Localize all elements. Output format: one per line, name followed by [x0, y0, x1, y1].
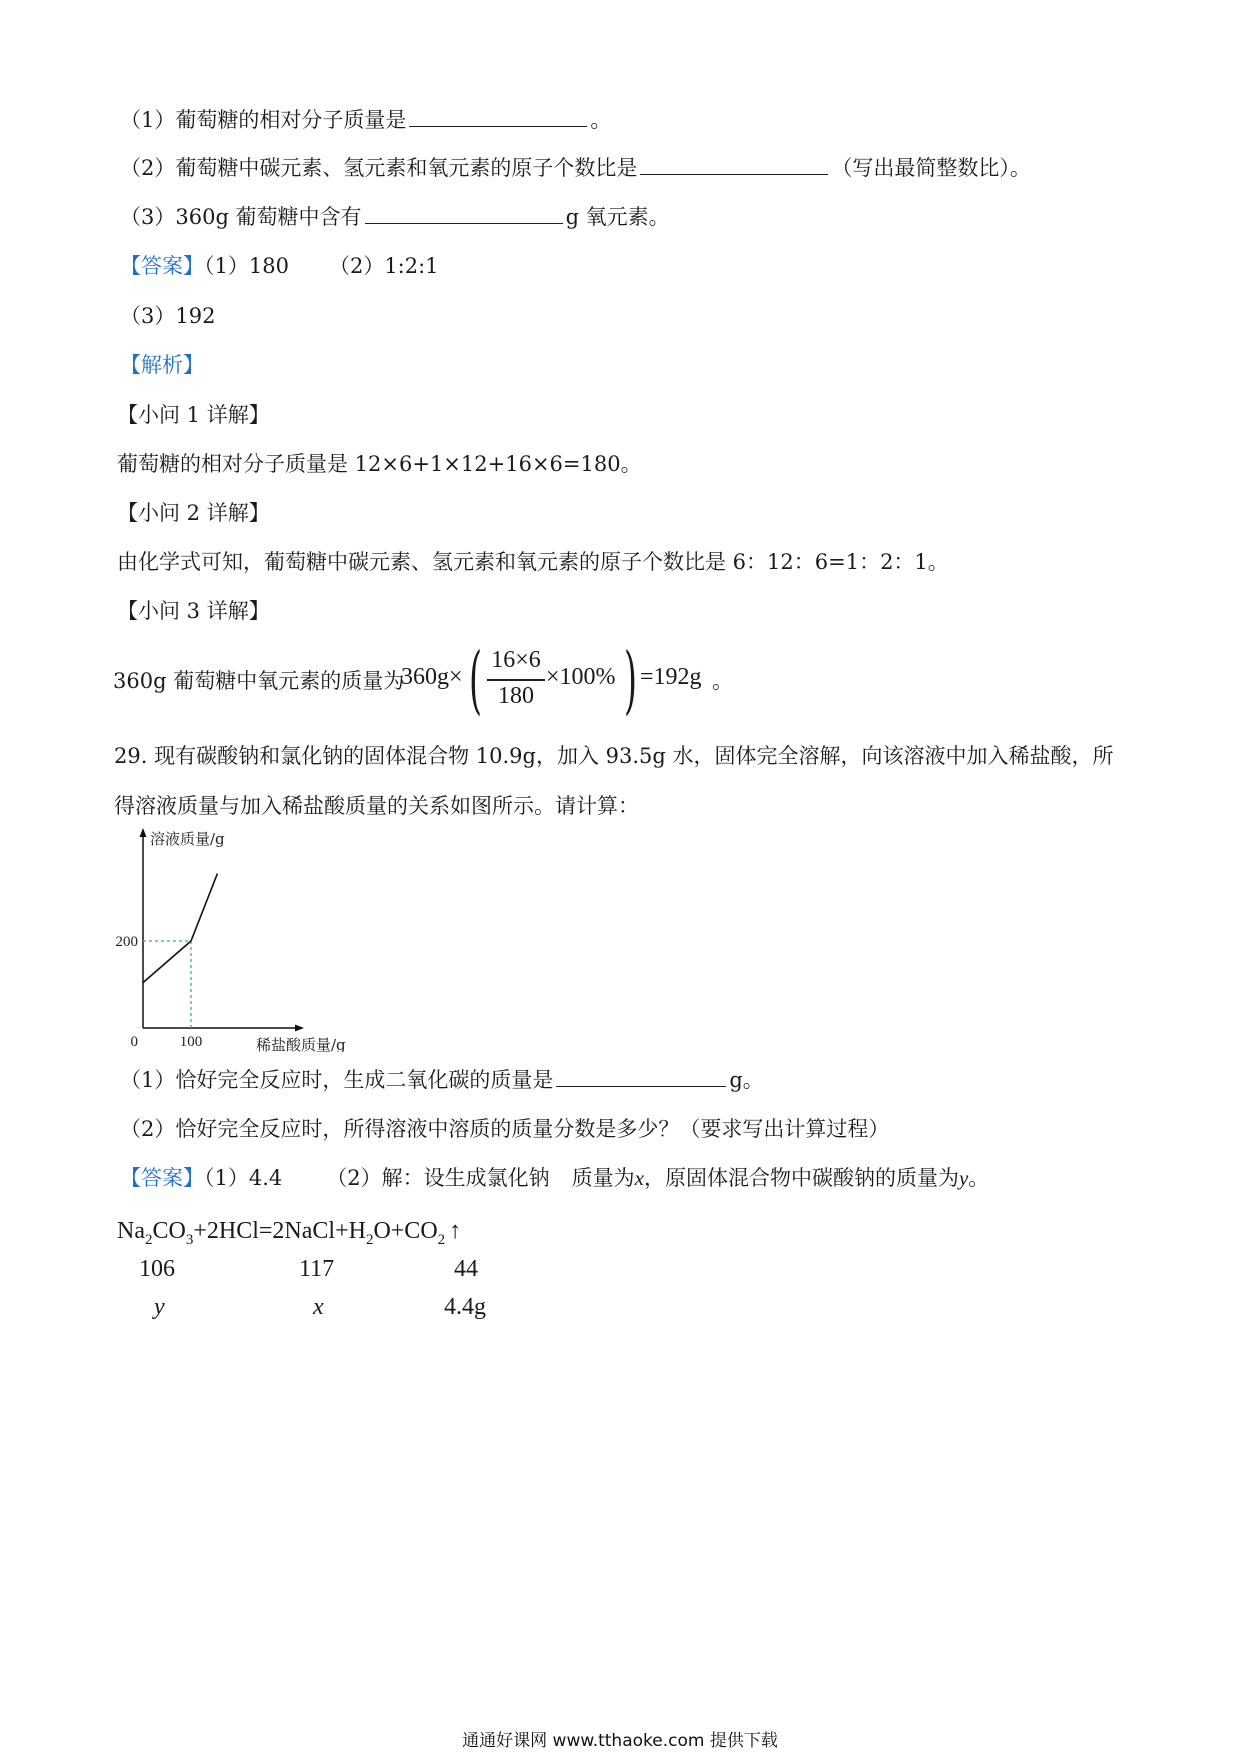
detail-2-text: 由化学式可知，葡萄糖中碳元素、氢元素和氧元素的原子个数比是 6：12：6=1：2：1。: [117, 550, 949, 574]
fraction-bar: [487, 679, 545, 681]
var-x: x: [634, 1166, 644, 1190]
answer-2-mid2: ，原固体混合物中碳酸钠的质量为: [643, 1166, 959, 1190]
detail-2-heading: 【小问 2 详解】: [117, 501, 270, 525]
q29-stem-line1: 29. 现有碳酸钠和氯化钠的固体混合物 10.9g，加入 93.5g 水，固体完全溶解，向该溶液中加入稀盐酸，所: [114, 744, 1114, 768]
q28-answer: [120, 252, 439, 280]
series-segment: [191, 874, 217, 941]
solution-mass-chart: [108, 826, 370, 1052]
eq-sub: 3: [185, 1231, 194, 1248]
eq-co: CO: [152, 1218, 186, 1244]
q29-sub2: （2）恰好完全反应时，所得溶液中溶质的质量分数是多少？（要求写出计算过程）: [120, 1117, 890, 1141]
eq-part: +2HCl=2NaCl+H: [193, 1218, 366, 1244]
q28-sub2: [120, 154, 1031, 182]
detail-1-heading: 【小问 1 详解】: [117, 403, 270, 427]
var-co2: 4.4g: [444, 1294, 486, 1320]
eq-na: Na: [117, 1218, 145, 1244]
q29-sub1-prefix: （1）恰好完全反应时，生成二氧化碳的质量是: [120, 1068, 554, 1092]
q29-stem-line2: 得溶液质量与加入稀盐酸质量的关系如图所示。请计算：: [114, 794, 639, 818]
answer-blank[interactable]: [409, 108, 587, 127]
detail-1-text: 葡萄糖的相对分子质量是 12×6+1×12+16×6=180。: [117, 452, 642, 476]
q28-sub3-suffix: g 氧元素。: [565, 205, 670, 229]
formula-end: 。: [712, 669, 733, 693]
answer-tag: 【答案】: [120, 254, 204, 278]
q28-sub1: [120, 106, 611, 134]
answer-1: （1）4.4: [204, 1166, 283, 1190]
q28-sub3: [120, 203, 670, 231]
chemical-equation: [117, 1218, 461, 1249]
eq-sub: 2: [437, 1231, 446, 1248]
fraction-numerator: 16×6: [491, 647, 541, 673]
y-axis-arrow: [140, 828, 147, 837]
answer-blank[interactable]: [365, 205, 563, 224]
eq-part: O+CO: [373, 1218, 438, 1244]
answer-blank[interactable]: [556, 1068, 726, 1087]
var-nacl: x: [313, 1294, 324, 1320]
q28-sub1-suffix: 。: [590, 108, 612, 132]
answer-2-prefix: （2）解：设生成氯化钠: [326, 1166, 550, 1190]
q28-sub1-prefix: （1）葡萄糖的相对分子质量是: [120, 108, 407, 132]
eq-sub: 2: [144, 1231, 153, 1248]
answer-2-end: 。: [968, 1166, 990, 1190]
q29-answer: [120, 1164, 989, 1192]
y-axis-label: 溶液质量/g: [150, 830, 225, 848]
right-paren: ): [623, 637, 637, 723]
answer-tag: 【答案】: [120, 1166, 204, 1190]
detail-3-text: 360g 葡萄糖中氧元素的质量为: [113, 669, 405, 693]
x-tick-label: 100: [179, 1034, 203, 1050]
mass-nacl: 117: [299, 1256, 335, 1282]
answer-blank[interactable]: [640, 156, 828, 175]
mass-co2: 44: [454, 1256, 478, 1282]
answer-1: （1）180: [204, 254, 289, 278]
q28-answer-3: （3）192: [120, 304, 216, 328]
q29-sub1-suffix: g。: [729, 1068, 764, 1092]
origin-label: 0: [130, 1034, 138, 1050]
x-axis-label: 稀盐酸质量/g: [256, 1036, 346, 1052]
fraction-denominator: 180: [498, 683, 534, 709]
q28-sub2-prefix: （2）葡萄糖中碳元素、氢元素和氧元素的原子个数比是: [120, 156, 638, 180]
detail-3-heading: 【小问 3 详解】: [117, 599, 270, 623]
q28-sub2-suffix: （写出最简整数比）。: [831, 156, 1031, 180]
left-paren: (: [468, 637, 482, 723]
y-tick-label: 200: [115, 934, 138, 950]
q28-sub3-prefix: （3）360g 葡萄糖中含有: [120, 205, 362, 229]
chart-svg: [108, 826, 370, 1052]
q29-sub1: [120, 1066, 764, 1094]
x-axis-arrow: [295, 1025, 304, 1032]
eq-sub: 2: [365, 1231, 374, 1248]
answer-2-mid: 质量为: [571, 1166, 635, 1190]
formula-times: ×100%: [546, 664, 616, 690]
analysis-tag: 【解析】: [120, 353, 204, 377]
var-y: y: [958, 1166, 969, 1190]
footer-credit: 通通好课网 www.tthaoke.com 提供下载: [462, 1731, 778, 1751]
var-na2co3: y: [154, 1294, 165, 1320]
formula-left: 360g×: [401, 664, 463, 690]
formula-result: =192g: [640, 664, 702, 690]
gas-arrow-icon: ↑: [449, 1218, 462, 1244]
series-segment: [143, 941, 191, 983]
mass-na2co3: 106: [139, 1256, 175, 1282]
answer-2: （2）1:2:1: [328, 254, 439, 278]
